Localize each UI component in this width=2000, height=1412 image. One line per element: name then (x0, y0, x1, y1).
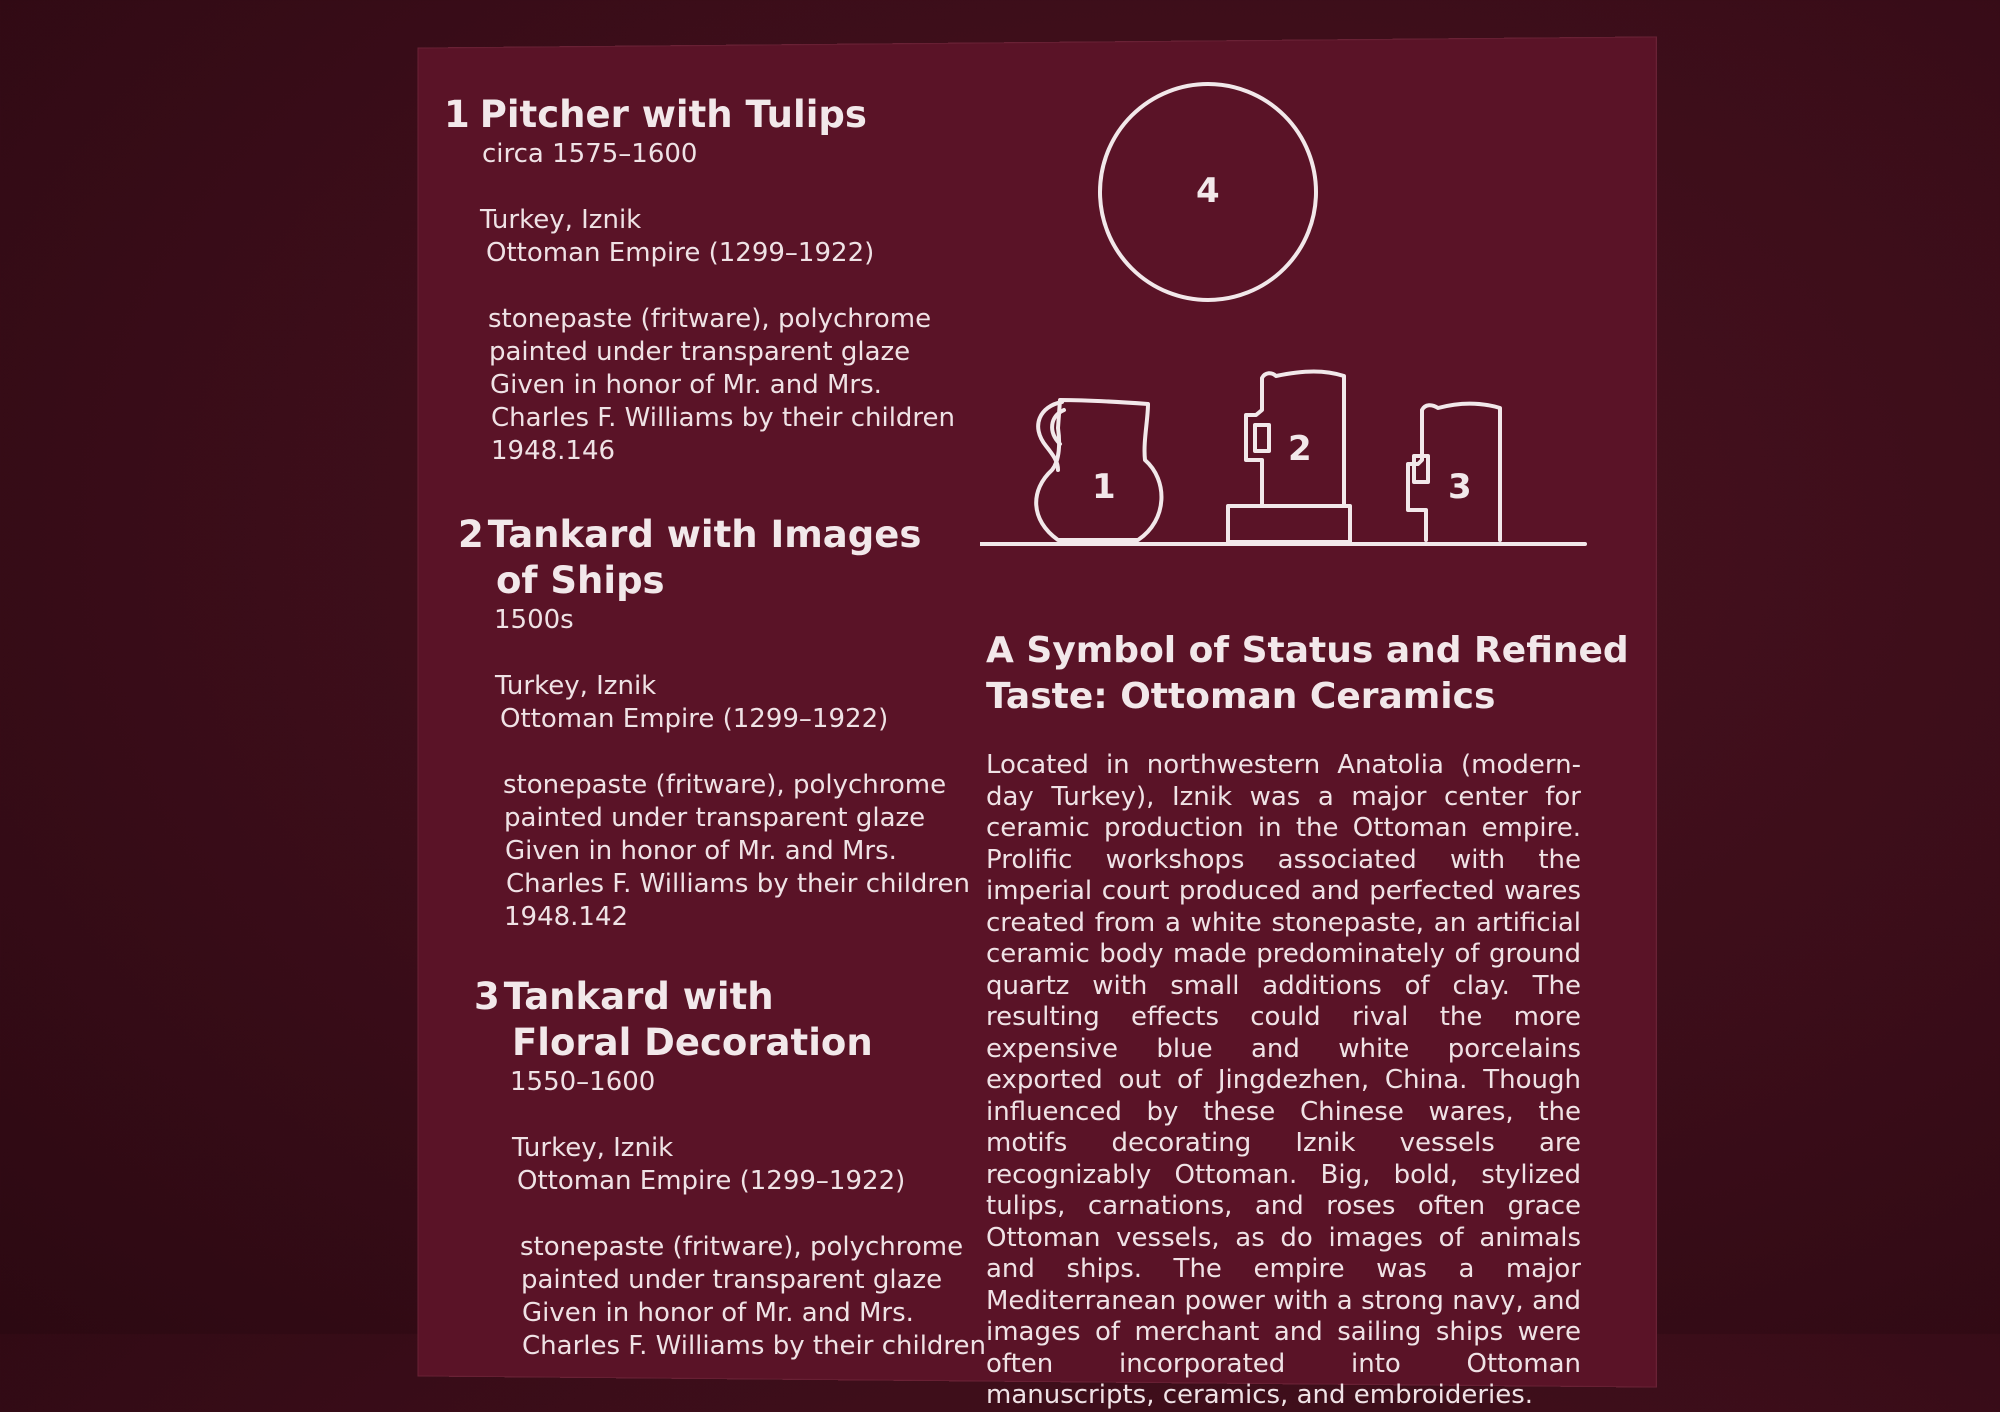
object-placement-diagram (980, 70, 1600, 560)
object-empire: Ottoman Empire (1299–1922) (500, 704, 889, 734)
object-material: painted under transparent glaze (489, 337, 911, 367)
object-empire: Ottoman Empire (1299–1922) (517, 1166, 906, 1196)
object-empire: Ottoman Empire (1299–1922) (486, 238, 875, 268)
object-accession: 1948.146 (491, 436, 616, 466)
object-date: 1550–1600 (510, 1067, 656, 1097)
essay-paragraph: Located in northwestern Anatolia (modern-day Turkey), Iznik was a major center for ceramic production in the Ottoman empire. Prolific workshops associated with the imperial court produced and perfected wares created from a white stonepaste, an artificial ceramic body made predominately of ground quartz with small additions of clay. The resulting effects could rival the more expensive blue and white porcelains exported out of Jingdezhen, China. Though influenced by these Chinese wares, the motifs decorating Iznik vessels are recognizably Ottoman. Big, bold, stylized tulips, carnations, and roses often grace Ottoman vessels, as do images of animals and ships. The empire was a major Mediterranean power with a strong navy, and images of merchant and sailing ships were often incorporated into Ottoman manuscripts, ceramics, and embroideries. (986, 750, 1581, 1410)
essay-heading (986, 628, 1629, 720)
object-number: 2 (458, 513, 484, 556)
object-credit: Charles F. Williams by their children (506, 869, 971, 899)
object-material: stonepaste (fritware), polychrome (520, 1232, 964, 1262)
object-title (458, 512, 970, 558)
object-entry-2 (458, 512, 970, 934)
object-place: Turkey, Iznik (480, 205, 642, 235)
object-number: 3 (474, 975, 500, 1018)
object-entry-3 (474, 974, 986, 1363)
object-title-line: Pitcher with Tulips (479, 93, 867, 136)
essay-heading-line: Taste: Ottoman Ceramics (986, 676, 1496, 717)
object-material: painted under transparent glaze (521, 1265, 943, 1295)
stand-base (1228, 506, 1350, 542)
object-date: circa 1575–1600 (482, 139, 698, 169)
object-entry-1 (444, 92, 955, 468)
object-accession: 1948.142 (504, 902, 629, 932)
essay-body (986, 750, 1581, 1412)
object-title-line: Floral Decoration (512, 1021, 873, 1064)
pitcher-number-label: 1 (1092, 467, 1116, 507)
object-number: 1 (444, 93, 470, 136)
object-credit: Given in honor of Mr. and Mrs. (490, 370, 882, 400)
tankard-ships-number-label: 2 (1288, 429, 1312, 469)
object-title-line: Tankard with (503, 975, 774, 1018)
object-material: stonepaste (fritware), polychrome (503, 770, 947, 800)
object-date: 1500s (494, 605, 574, 635)
object-credit: Charles F. Williams by their children (491, 403, 956, 433)
plate-number-label: 4 (1196, 171, 1220, 211)
object-credit: Given in honor of Mr. and Mrs. (522, 1298, 914, 1328)
object-credit: Charles F. Williams by their children (522, 1331, 987, 1361)
object-place: Turkey, Iznik (512, 1133, 674, 1163)
object-material: stonepaste (fritware), polychrome (488, 304, 932, 334)
object-material: painted under transparent glaze (504, 803, 926, 833)
tankard-floral-number-label: 3 (1448, 467, 1472, 507)
object-title (444, 92, 955, 138)
object-place: Turkey, Iznik (495, 671, 657, 701)
tankard-ships-handle (1255, 425, 1269, 451)
object-title-line: of Ships (496, 559, 665, 602)
object-credit: Given in honor of Mr. and Mrs. (505, 836, 897, 866)
object-title (474, 974, 986, 1020)
essay-heading-line: A Symbol of Status and Refined (986, 630, 1629, 671)
object-title-line: Tankard with Images (487, 513, 922, 556)
